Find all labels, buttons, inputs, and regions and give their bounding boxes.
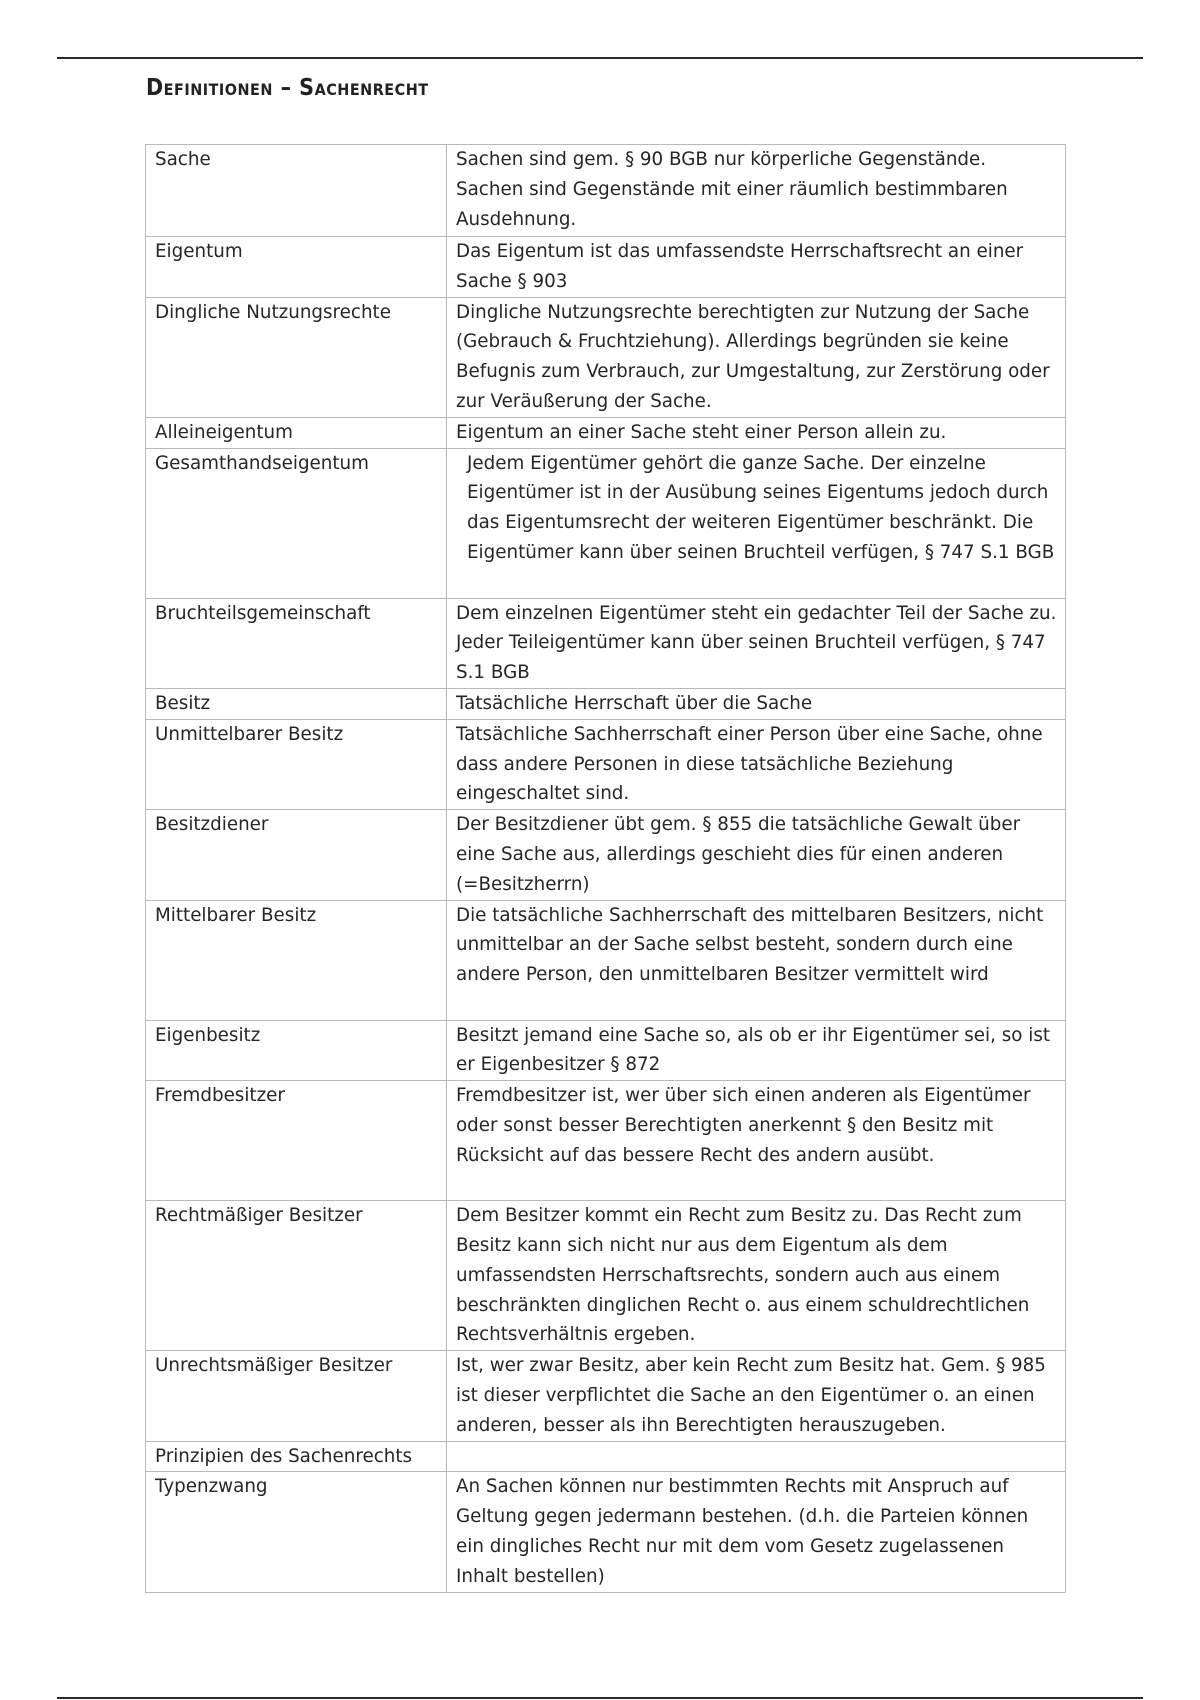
term-cell: Fremdbesitzer <box>146 1081 447 1201</box>
page-title: Definitionen – Sachenrecht <box>146 75 429 101</box>
table-row <box>146 1201 1066 1351</box>
table-row <box>146 1441 1066 1472</box>
definition-cell: Tatsächliche Sachherrschaft einer Person über eine Sache, ohne dass andere Personen in diese tatsächliche Beziehung eingeschaltet sind. <box>447 719 1066 809</box>
definition-cell: Dem Besitzer kommt ein Recht zum Besitz zu. Das Recht zum Besitz kann sich nicht nur aus dem Eigentum als dem umfassendsten Herrschaftsrechts, sondern auch aus einem beschränkten dinglichen Recht o. aus einem schuldrechtlichen Rechtsverhältnis ergeben. <box>447 1201 1066 1351</box>
definition-cell: Eigentum an einer Sache steht einer Person allein zu. <box>447 417 1066 448</box>
term-cell: Unrechtsmäßiger Besitzer <box>146 1351 447 1441</box>
definition-cell: Sachen sind gem. § 90 BGB nur körperliche Gegenstände. Sachen sind Gegenstände mit einer räumlich bestimmbaren Ausdehnung. <box>447 145 1066 237</box>
definition-cell: Besitzt jemand eine Sache so, als ob er ihr Eigentümer sei, so ist er Eigenbesitzer § 872 <box>447 1020 1066 1081</box>
table-row <box>146 1020 1066 1081</box>
term-cell: Besitz <box>146 688 447 719</box>
definition-cell: Dem einzelnen Eigentümer steht ein gedachter Teil der Sache zu. Jeder Teileigentümer kann über seinen Bruchteil verfügen, § 747 S.1 BGB <box>447 598 1066 688</box>
definition-cell: Dingliche Nutzungsrechte berechtigten zur Nutzung der Sache (Gebrauch & Fruchtziehung). Allerdings begründen sie keine Befugnis zum Verbrauch, zur Umgestaltung, zur Zerstörung oder zur Veräußerung der Sache. <box>447 297 1066 417</box>
term-cell: Rechtmäßiger Besitzer <box>146 1201 447 1351</box>
term-cell: Prinzipien des Sachenrechts <box>146 1441 447 1472</box>
term-cell: Typenzwang <box>146 1472 447 1592</box>
table-row <box>146 688 1066 719</box>
table-row <box>146 417 1066 448</box>
definitions-table <box>145 144 1066 1593</box>
definition-cell <box>447 1441 1066 1472</box>
definition-cell: Der Besitzdiener übt gem. § 855 die tatsächliche Gewalt über eine Sache aus, allerdings geschieht dies für einen anderen (=Besitzherrn) <box>447 810 1066 900</box>
term-cell: Eigenbesitz <box>146 1020 447 1081</box>
table-row <box>146 448 1066 598</box>
definition-cell: Tatsächliche Herrschaft über die Sache <box>447 688 1066 719</box>
table-row <box>146 1472 1066 1592</box>
term-cell: Bruchteilsgemeinschaft <box>146 598 447 688</box>
table-row <box>146 297 1066 417</box>
term-cell: Eigentum <box>146 237 447 298</box>
definition-cell: Fremdbesitzer ist, wer über sich einen anderen als Eigentümer oder sonst besser Berechtigten anerkennt § den Besitz mit Rücksicht auf das bessere Recht des andern ausübt. <box>447 1081 1066 1201</box>
table-row <box>146 145 1066 237</box>
table-row <box>146 237 1066 298</box>
definition-cell: Ist, wer zwar Besitz, aber kein Recht zum Besitz hat. Gem. § 985 ist dieser verpflichtet die Sache an den Eigentümer o. an einen anderen, besser als ihn Berechtigten herauszugeben. <box>447 1351 1066 1441</box>
term-cell: Mittelbarer Besitz <box>146 900 447 1020</box>
table-row <box>146 598 1066 688</box>
table-row <box>146 900 1066 1020</box>
top-divider <box>57 57 1143 59</box>
definition-cell: Die tatsächliche Sachherrschaft des mittelbaren Besitzers, nicht unmittelbar an der Sache selbst besteht, sondern durch eine andere Person, den unmittelbaren Besitzer vermittelt wird <box>447 900 1066 1020</box>
definition-cell: Das Eigentum ist das umfassendste Herrschaftsrecht an einer Sache § 903 <box>447 237 1066 298</box>
term-cell: Besitzdiener <box>146 810 447 900</box>
term-cell: Gesamthandseigentum <box>146 448 447 598</box>
table-row <box>146 719 1066 809</box>
term-cell: Sache <box>146 145 447 237</box>
term-cell: Unmittelbarer Besitz <box>146 719 447 809</box>
table-row <box>146 1351 1066 1441</box>
bottom-divider <box>57 1697 1143 1699</box>
term-cell: Alleineigentum <box>146 417 447 448</box>
definition-cell: Jedem Eigentümer gehört die ganze Sache. Der einzelne Eigentümer ist in der Ausübung seines Eigentums jedoch durch das Eigentumsrecht der weiteren Eigentümer beschränkt. Die Eigentümer kann über seinen Bruchteil verfügen, § 747 S.1 BGB <box>447 448 1066 598</box>
table-row <box>146 810 1066 900</box>
term-cell: Dingliche Nutzungsrechte <box>146 297 447 417</box>
definition-cell: An Sachen können nur bestimmten Rechts mit Anspruch auf Geltung gegen jedermann bestehen. (d.h. die Parteien können ein dingliches Recht nur mit dem vom Gesetz zugelassenen Inhalt bestellen) <box>447 1472 1066 1592</box>
table-row <box>146 1081 1066 1201</box>
